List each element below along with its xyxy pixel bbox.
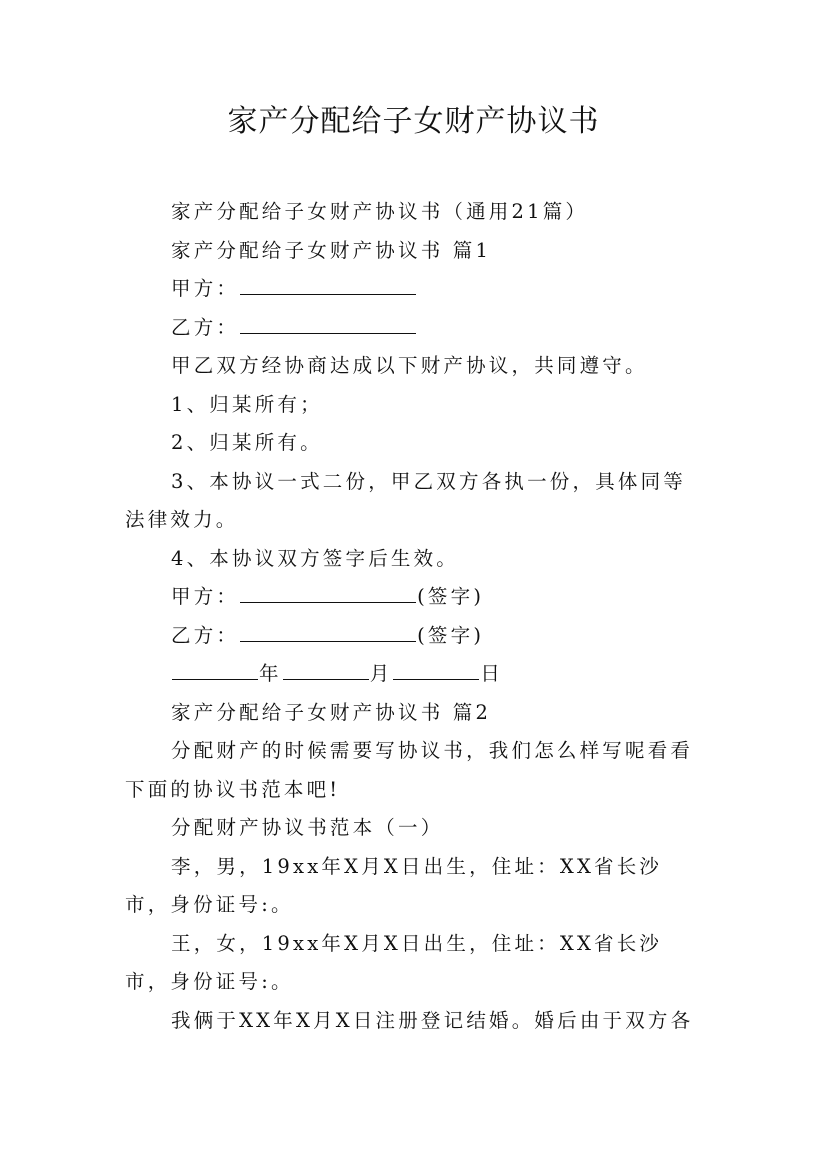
paragraph-item-4: 4、本协议双方签字后生效。 [171, 546, 460, 570]
party-a-signature-line [125, 578, 705, 617]
party-b-signature-label: 乙方： [171, 623, 240, 647]
paragraph-section-heading-1: 家产分配给子女财产协议书 篇1 [171, 238, 492, 262]
party-b-line [125, 309, 705, 348]
year-blank [172, 659, 258, 680]
party-b-signature-suffix: (签字) [417, 623, 485, 647]
year-label: 年 [259, 662, 282, 685]
party-a-line [125, 270, 705, 309]
party-a-blank [240, 274, 416, 295]
month-blank [283, 659, 369, 680]
paragraph-collection-title: 家产分配给子女财产协议书（通用21篇） [171, 200, 589, 223]
paragraph-template-title: 分配财产协议书范本（一） [171, 816, 444, 839]
party-b-signature-line [125, 617, 705, 656]
paragraph-section-2-intro: 分配财产的时候需要写协议书，我们怎么样写呢看看下面的协议书范本吧! [125, 739, 694, 801]
paragraph-section-heading-2: 家产分配给子女财产协议书 篇2 [171, 700, 492, 724]
day-blank [393, 659, 479, 680]
day-label: 日 [480, 662, 504, 685]
paragraph-item-2: 2、归某所有。 [171, 431, 323, 454]
paragraph-party-wang: 王，女，19xx年X月X日出生，住址：XX省长沙市，身份证号:。 [125, 931, 663, 993]
paragraph-party-li: 李，男，19xx年X月X日出生，住址：XX省长沙市，身份证号:。 [125, 854, 663, 916]
paragraph-marriage: 我俩于XX年X月X日注册登记结婚。婚后由于双方各 [171, 1008, 694, 1032]
paragraph-item-1: 1、归某所有； [171, 392, 323, 416]
party-b-signature-blank [240, 621, 416, 642]
party-a-label: 甲方： [171, 277, 240, 300]
document-title: 家产分配给子女财产协议书 [227, 104, 600, 139]
paragraph-agreement-intro: 甲乙双方经协商达成以下财产协议，共同遵守。 [171, 354, 648, 377]
date-line [125, 655, 705, 694]
party-b-blank [240, 313, 416, 334]
month-label: 月 [369, 662, 393, 685]
party-a-signature-suffix: (签字) [417, 585, 485, 608]
party-a-signature-label: 甲方： [171, 585, 240, 608]
paragraph-item-3: 3、本协议一式二份，甲乙双方各执一份，具体同等法律效力。 [125, 469, 687, 531]
document-body [125, 193, 705, 1040]
party-a-signature-blank [240, 582, 416, 603]
party-b-label: 乙方： [171, 315, 240, 339]
